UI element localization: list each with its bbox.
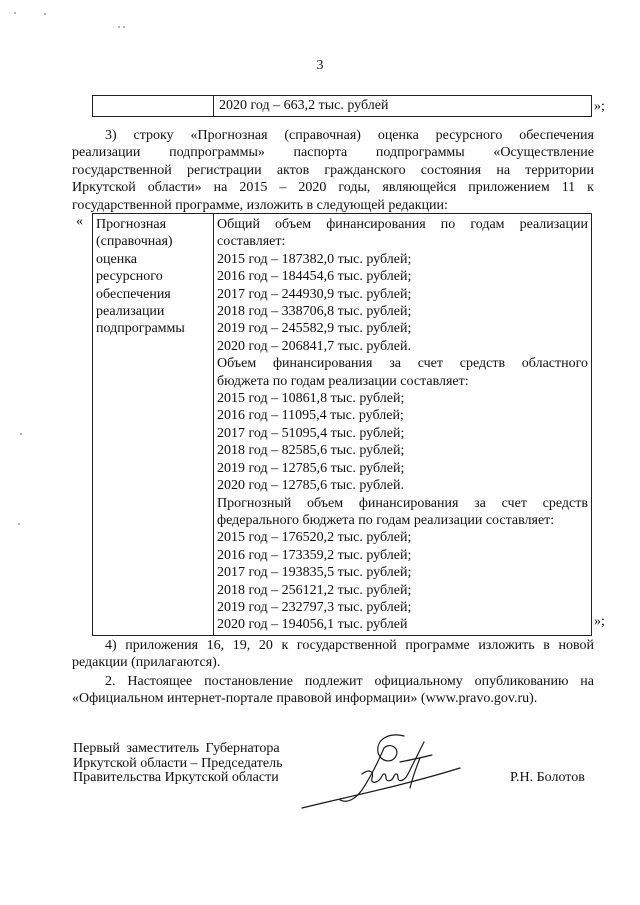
table-close-quote: »; xyxy=(594,614,605,629)
right-cell-line: 2016 год – 184454,6 тыс. рублей; xyxy=(217,269,412,285)
signatory-title xyxy=(73,742,313,786)
right-cell-line: 2017 год – 193835,5 тыс. рублей; xyxy=(217,565,412,581)
item4-line: 4) приложения 16, 19, 20 к государственной программе изложить в новой xyxy=(105,638,594,653)
scan-speck xyxy=(118,26,120,28)
right-cell-line: 2020 год – 12785,6 тыс. рублей. xyxy=(217,478,404,494)
right-cell-line: 2016 год – 11095,4 тыс. рублей; xyxy=(217,408,404,424)
right-cell-line: 2017 год – 51095,4 тыс. рублей; xyxy=(217,425,405,441)
left-cell-line: (справочная) xyxy=(96,234,173,250)
item3-line: государственной программе, изложить в следующей редакции: xyxy=(72,197,448,213)
item2-line: 2. Настоящее постановление подлежит официальному опубликованию на xyxy=(105,674,594,689)
right-cell-line: Общий объем финансирования по годам реализации xyxy=(217,217,588,232)
item3-line: реализации подпрограммы» паспорта подпрограммы «Осуществление xyxy=(72,145,594,161)
right-cell-line: 2017 год – 244930,9 тыс. рублей; xyxy=(217,286,412,302)
left-cell-line: Прогнозная xyxy=(96,217,167,232)
left-cell-line: ресурсного xyxy=(96,269,163,285)
right-cell-line: Прогнозный объем финансирования за счет средств xyxy=(217,495,588,511)
scan-speck xyxy=(18,523,20,525)
item3-line: 3) строку «Прогнозная (справочная) оценка ресурсного обеспечения xyxy=(105,128,594,143)
right-cell-line: 2019 год – 12785,6 тыс. рублей; xyxy=(217,460,405,476)
signatory-title-line: Первый заместитель Губернатора xyxy=(73,741,280,756)
handwritten-signature xyxy=(292,728,482,818)
item3-line: Иркутской области» на 2015 – 2020 годы, являющейся приложением 11 к xyxy=(72,180,594,196)
right-cell-line: 2016 год – 173359,2 тыс. рублей; xyxy=(217,547,412,563)
continuation-table-row xyxy=(92,95,592,117)
page-number: 3 xyxy=(316,58,324,73)
item3-line: государственной регистрации актов гражданского состояния на территории xyxy=(72,162,594,178)
left-cell-line: обеспечения xyxy=(96,286,171,302)
signatory-name: Р.Н. Болотов xyxy=(510,770,585,785)
continuation-left-cell xyxy=(93,96,214,117)
signatory-title-line: Иркутской области – Председатель xyxy=(73,755,283,771)
item2-paragraph xyxy=(72,673,594,708)
right-cell-line: 2020 год – 194056,1 тыс. рублей xyxy=(217,617,408,633)
right-cell-line: 2018 год – 82585,6 тыс. рублей; xyxy=(217,443,405,459)
scan-speck xyxy=(14,12,16,14)
item3-paragraph xyxy=(72,127,594,214)
right-cell-line: 2019 год – 232797,3 тыс. рублей; xyxy=(217,599,412,615)
right-cell-line: федерального бюджета по годам реализации составляет: xyxy=(217,512,555,528)
resource-left-cell xyxy=(93,214,214,636)
right-cell-line: 2019 год – 245582,9 тыс. рублей; xyxy=(217,321,412,337)
item4-line: редакции (прилагаются). xyxy=(72,655,221,671)
continuation-text: 2020 год – 663,2 тыс. рублей xyxy=(219,98,389,113)
left-cell-line: оценка xyxy=(96,251,138,267)
item2-line: «Официальном интернет-портале правовой информации» (www.pravo.gov.ru). xyxy=(72,691,538,707)
signatory-title-line: Правительства Иркутской области xyxy=(73,770,279,786)
scan-speck xyxy=(44,13,46,15)
left-cell-line: подпрограммы xyxy=(96,321,185,337)
right-cell-line: 2015 год – 10861,8 тыс. рублей; xyxy=(217,391,405,407)
right-cell-line: бюджета по годам реализации составляет: xyxy=(217,373,469,389)
scan-speck xyxy=(123,26,125,28)
continuation-right-cell xyxy=(214,96,592,117)
resource-right-cell xyxy=(214,214,592,636)
scan-speck xyxy=(20,433,22,435)
right-cell-line: составляет: xyxy=(217,234,286,250)
left-cell-line: реализации xyxy=(96,304,165,320)
right-cell-line: 2018 год – 256121,2 тыс. рублей; xyxy=(217,582,412,598)
right-cell-line: 2015 год – 187382,0 тыс. рублей; xyxy=(217,251,412,267)
right-cell-line: 2018 год – 338706,8 тыс. рублей; xyxy=(217,304,412,320)
right-cell-line: 2015 год – 176520,2 тыс. рублей; xyxy=(217,530,412,546)
item4-paragraph xyxy=(72,637,594,672)
continuation-close-quote: »; xyxy=(594,99,605,114)
right-cell-line: Объем финансирования за счет средств областного xyxy=(217,356,588,372)
table-open-quote: « xyxy=(76,214,83,229)
resource-table xyxy=(92,213,592,636)
right-cell-line: 2020 год – 206841,7 тыс. рублей. xyxy=(217,338,411,354)
